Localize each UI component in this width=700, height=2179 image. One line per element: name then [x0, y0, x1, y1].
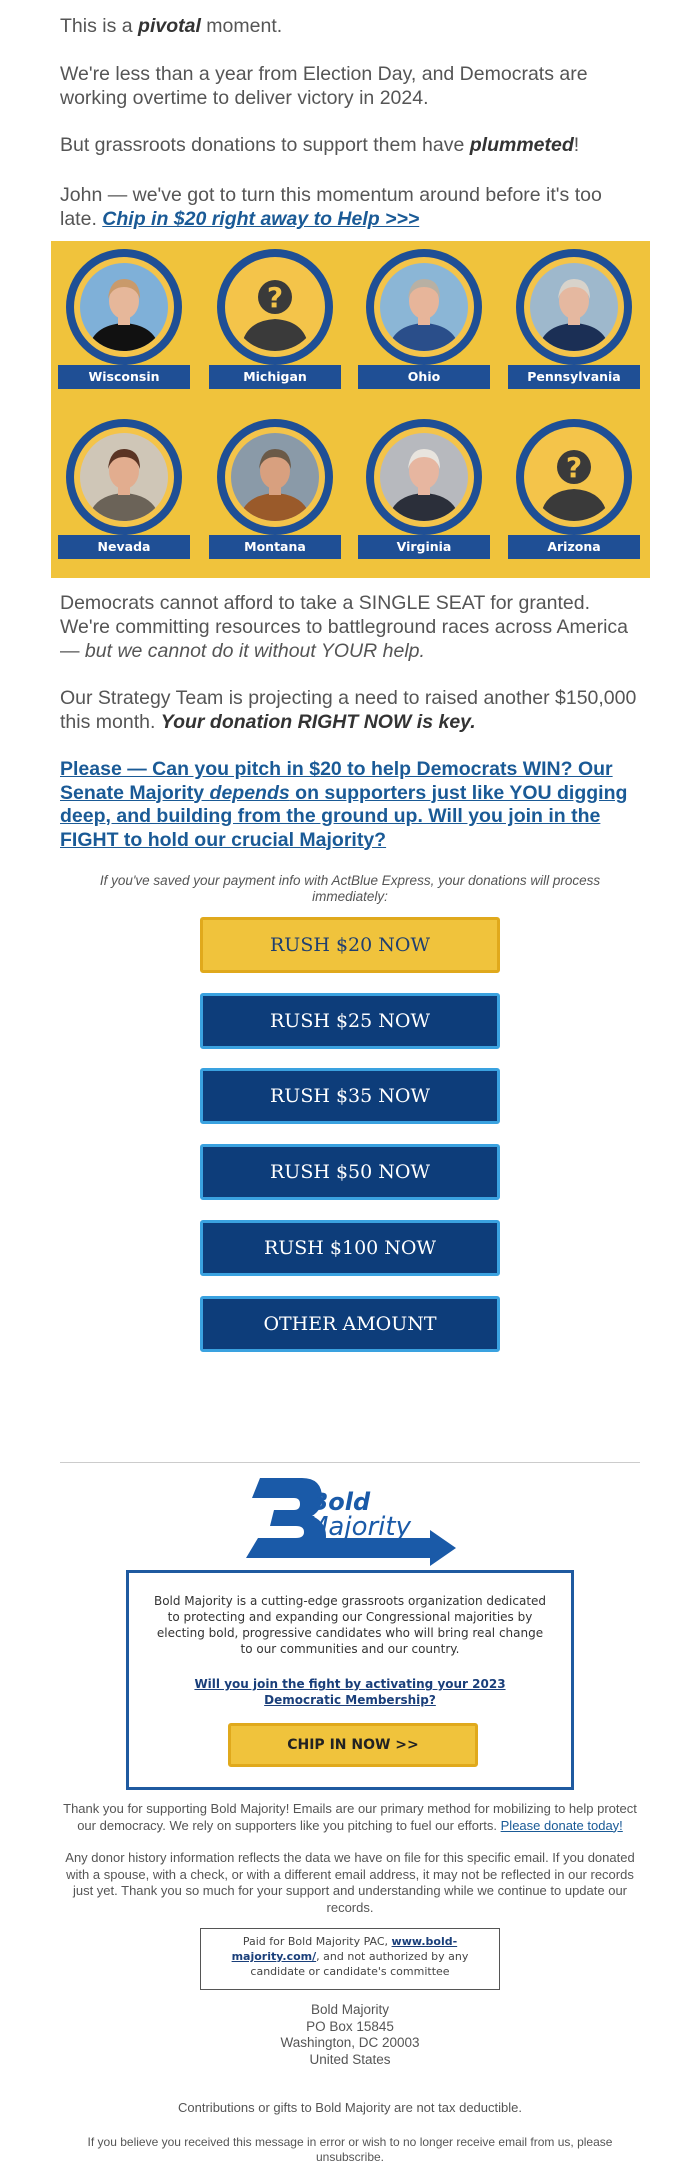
intro-section [60, 14, 640, 38]
svg-text:?: ? [266, 281, 284, 314]
chip-in-now-button[interactable]: CHIP IN NOW >> [228, 1723, 478, 1767]
intro-paragraph-2: We're less than a year from Election Day, and Democrats are working overtime to deliver victory in 2024. [60, 63, 588, 109]
state-label: Michigan [209, 365, 341, 389]
donor-history-text: Any donor history information reflects the data we have on file for this specific email. If you donated with a spouse, with a check, or with a different email address, it may not be reflected in our records just yet. Thank you so much for your support and understanding while we continue to update our records. [65, 1850, 635, 1915]
address-line-1: Bold Majority [310, 2002, 390, 2017]
state-card-pennsylvania [508, 249, 640, 389]
unsubscribe-note[interactable]: If you believe you received this message in error or wish to no longer receive email from us, please unsubscribe. [87, 2135, 613, 2164]
intro-paragraph-4: John — we've got to turn this momentum around before it's too late. Chip in $20 right away to Help >>> [60, 184, 602, 230]
state-card-arizona [508, 419, 640, 559]
candidate-photo [231, 433, 319, 521]
actblue-express-note: If you've saved your payment info with ActBlue Express, your donations will process immediately: [99, 873, 601, 904]
chip-in-20-link[interactable]: Chip in $20 right away to Help >>> [102, 208, 420, 230]
bold-majority-site-link[interactable]: www.bold-majority.com/ [231, 1935, 458, 1963]
emphasis-plummeted: plummeted [469, 134, 574, 156]
candidate-photo [80, 433, 168, 521]
portrait-ring [66, 249, 182, 365]
about-text: Bold Majority is a cutting-edge grassroots organization dedicated to protecting and expanding our Congressional majorities by electing bold, progressive candidates who will bring real change to our communities and our country. [153, 1594, 547, 1656]
portrait-ring [217, 419, 333, 535]
about-box [126, 1570, 574, 1790]
portrait-ring [366, 419, 482, 535]
address-block [60, 2002, 640, 2068]
candidate-photo [80, 263, 168, 351]
emphasis-pivotal: pivotal [138, 15, 201, 37]
bold-majority-logo [240, 1470, 460, 1570]
state-card-nevada [58, 419, 190, 559]
cta-link[interactable]: Please — Can you pitch in $20 to help Democrats WIN? Our Senate Majority depends on supporters just like YOU digging deep, and building from the ground up. Will you join in the FIGHT to hold our crucial Majority? [60, 758, 628, 851]
state-label: Nevada [58, 535, 190, 559]
logo-text-majority: Majority [306, 1512, 411, 1542]
battleground-states-graphic [51, 241, 650, 578]
emphasis-donation-key: Your donation RIGHT NOW is key. [160, 711, 476, 733]
state-card-ohio [358, 249, 490, 389]
address-line-2: PO Box 15845 [306, 2018, 394, 2034]
state-card-montana [209, 419, 341, 559]
portrait-ring [516, 419, 632, 535]
address-line-3: Washington, DC 20003 [280, 2035, 420, 2050]
thanks-text: Thank you for supporting Bold Majority! Emails are our primary method for mobilizing to help protect our democracy. We rely on supporters like you pitching to fuel our efforts. Please donate today! [63, 1801, 637, 1833]
body-paragraph-5: Democrats cannot afford to take a SINGLE SEAT for granted. We're committing resources to battleground races across America — but we cannot do it without YOUR help. [60, 592, 629, 662]
portrait-ring [516, 249, 632, 365]
unknown-candidate-silhouette [530, 433, 618, 521]
body-paragraph-6: Our Strategy Team is projecting a need to raised another $150,000 this month. Your donation RIGHT NOW is key. [60, 687, 637, 733]
portrait-ring [366, 249, 482, 365]
state-label: Montana [209, 535, 341, 559]
tax-note: Contributions or gifts to Bold Majority are not tax deductible. [178, 2100, 522, 2115]
candidate-photo [530, 263, 618, 351]
rush-25-button[interactable]: RUSH $25 NOW [200, 993, 500, 1049]
rush-20-button[interactable]: RUSH $20 NOW [200, 917, 500, 973]
rush-100-button[interactable]: RUSH $100 NOW [200, 1220, 500, 1276]
state-label: Virginia [358, 535, 490, 559]
unknown-candidate-silhouette [231, 263, 319, 351]
svg-text:?: ? [565, 451, 583, 484]
state-label: Wisconsin [58, 365, 190, 389]
divider [60, 1462, 640, 1463]
rush-50-button[interactable]: RUSH $50 NOW [200, 1144, 500, 1200]
logo-text-bold: Bold [310, 1488, 371, 1516]
emphasis-your-help: but we cannot do it without YOUR help. [84, 640, 425, 662]
state-label: Ohio [358, 365, 490, 389]
state-label: Pennsylvania [508, 365, 640, 389]
rush-35-button[interactable]: RUSH $35 NOW [200, 1068, 500, 1124]
portrait-ring [217, 249, 333, 365]
paid-for-disclaimer: Paid for Bold Majority PAC, www.bold-majority.com/, and not authorized by any candidate or candidate's committee [200, 1928, 500, 1990]
state-card-wisconsin [58, 249, 190, 389]
candidate-photo [380, 433, 468, 521]
state-label: Arizona [508, 535, 640, 559]
other-amount-button[interactable]: OTHER AMOUNT [200, 1296, 500, 1352]
portrait-ring [66, 419, 182, 535]
candidate-photo [380, 263, 468, 351]
membership-link[interactable]: Will you join the fight by activating your 2023 Democratic Membership? [194, 1677, 506, 1707]
state-card-virginia [358, 419, 490, 559]
donate-today-link[interactable]: Please donate today! [500, 1817, 623, 1833]
address-line-4: United States [309, 2051, 391, 2067]
intro-paragraph-3: But grassroots donations to support them have plummeted! [60, 134, 580, 156]
state-card-michigan [209, 249, 341, 389]
intro-line-1: This is a pivotal moment. [60, 15, 283, 37]
